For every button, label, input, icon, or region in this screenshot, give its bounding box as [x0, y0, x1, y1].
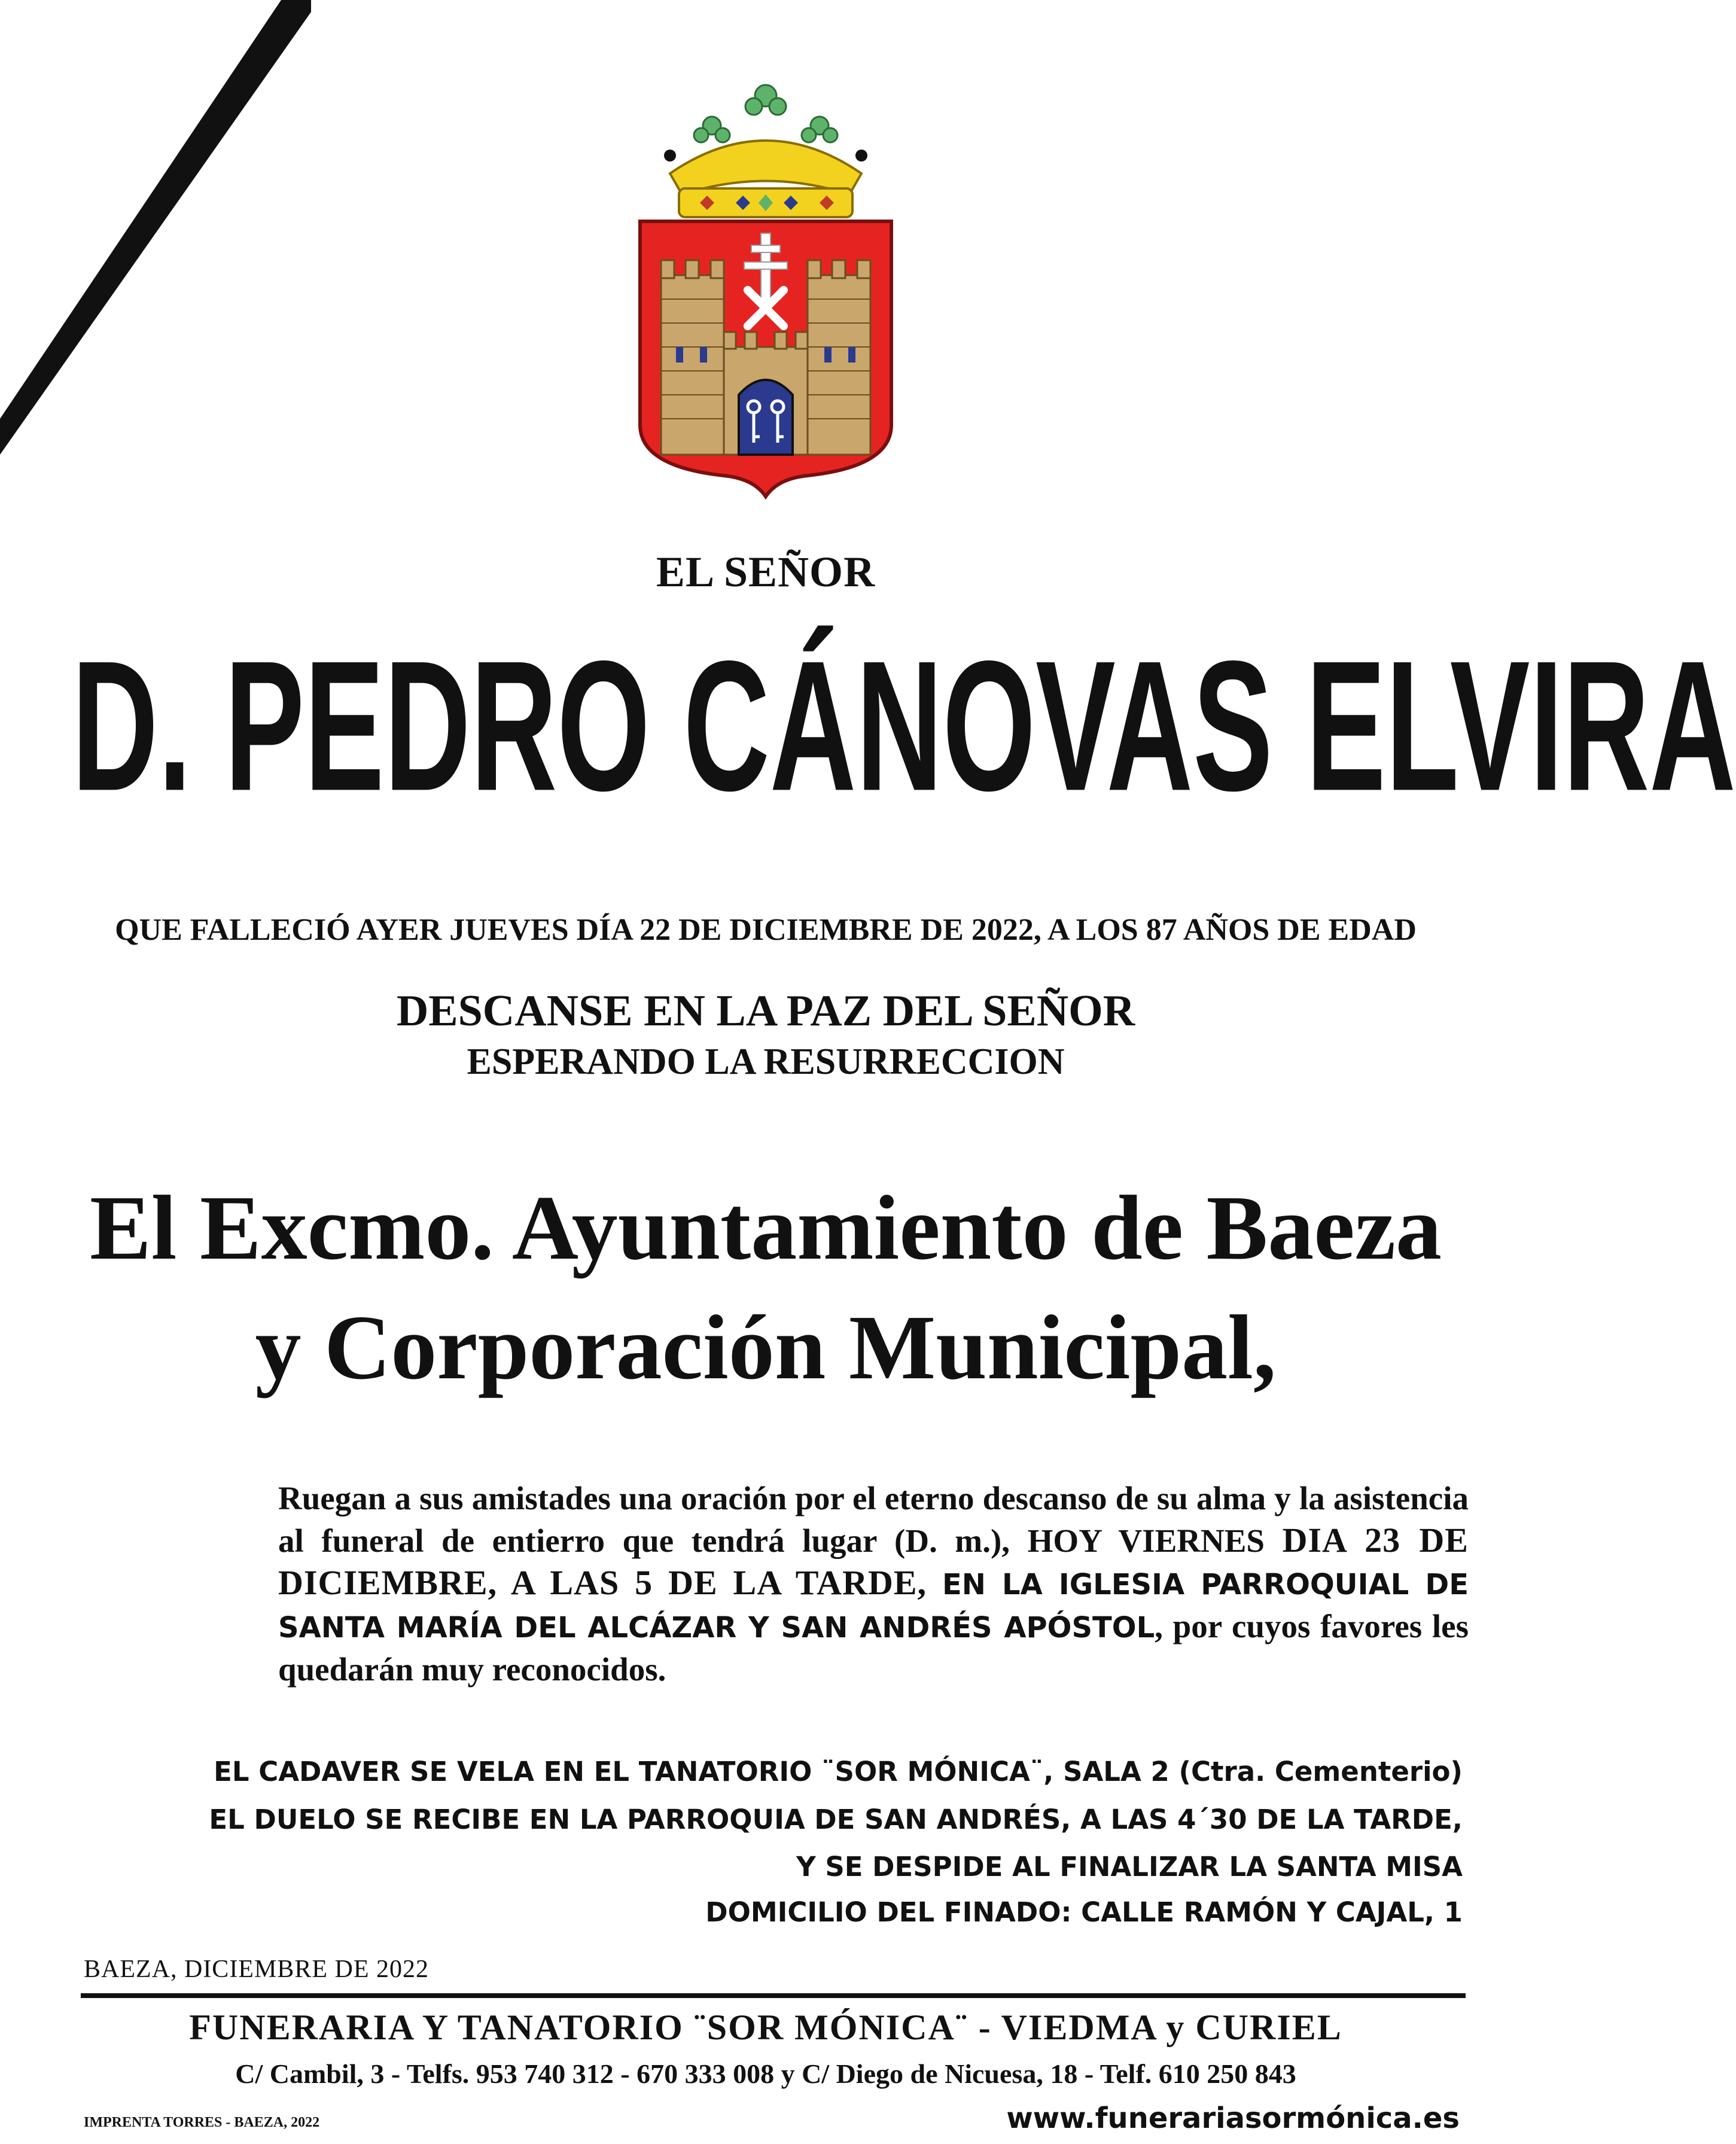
church-name: EN LA IGLESIA PARROQUIAL DE SANTA MARÍA DEL ALCÁZAR Y SAN ANDRÉS APÓSTOL — [278, 1568, 1469, 1644]
organization-line-2: y Corporación Municipal, — [255, 1297, 1277, 1399]
resurrection-line: ESPERANDO LA RESURRECCION — [467, 1041, 1065, 1082]
website-link[interactable]: www.funerariasormónica.es — [1006, 2102, 1460, 2135]
wake-location: EL CADAVER SE VELA EN EL TANATORIO ¨SOR MÓNICA¨, SALA 2 (Ctra. Cementerio) — [214, 1756, 1463, 1787]
request-text-1: Ruegan a sus amistades una oración por el eterno descanso de su alma y la asistencia al funeral de entierro que tendrá lugar (D. m.), HOY VIERNES — [278, 1480, 1469, 1559]
mourning-reception: EL DUELO SE RECIBE EN LA PARROQUIA DE SAN ANDRÉS, A LAS 4´30 DE LA TARDE, — [209, 1804, 1463, 1835]
funeral-request-paragraph — [278, 1478, 1469, 1691]
deceased-name: D. PEDRO CÁNOVAS ELVIRA — [72, 623, 1736, 830]
place-date: BAEZA, DICIEMBRE DE 2022 — [84, 1956, 429, 1983]
funeral-home-name: FUNERARIA Y TANATORIO ¨SOR MÓNICA¨ - VIEDMA y CURIEL — [189, 2008, 1342, 2047]
footer-divider — [81, 1993, 1466, 1998]
farewell-note: Y SE DESPIDE AL FINALIZAR LA SANTA MISA — [796, 1851, 1463, 1883]
funeral-date-time: DIA 23 DE DICIEMBRE, A LAS 5 DE LA TARDE, — [278, 1521, 1469, 1602]
rest-in-peace-line: DESCANSE EN LA PAZ DEL SEÑOR — [396, 986, 1135, 1036]
printer-credit: IMPRENTA TORRES - BAEZA, 2022 — [84, 2115, 320, 2130]
organization-line-1: El Excmo. Ayuntamiento de Baeza — [90, 1177, 1442, 1279]
request-text-2: , por cuyos favores les quedarán muy reconocidos. — [278, 1608, 1469, 1688]
mourning-ribbon — [0, 0, 311, 455]
coat-of-arms-emblem — [634, 84, 897, 497]
intro-title: EL SEÑOR — [656, 548, 876, 596]
death-notice: QUE FALLECIÓ AYER JUEVES DÍA 22 DE DICIEMBRE DE 2022, A LOS 87 AÑOS DE EDAD — [115, 913, 1417, 947]
funeral-home-address: C/ Cambil, 3 - Telfs. 953 740 312 - 670 333 008 y C/ Diego de Nicuesa, 18 - Telf. 610 250 843 — [235, 2058, 1296, 2089]
deceased-address: DOMICILIO DEL FINADO: CALLE RAMÓN Y CAJAL, 1 — [705, 1896, 1463, 1928]
crown-icon — [664, 85, 867, 217]
